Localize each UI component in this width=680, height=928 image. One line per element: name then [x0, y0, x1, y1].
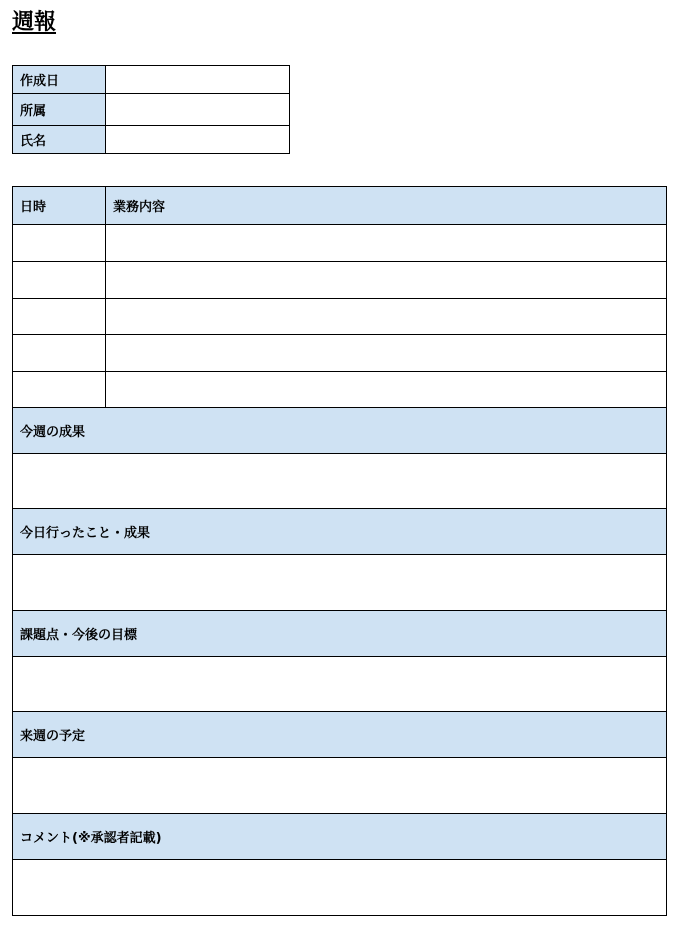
datetime-header: 日時 — [13, 187, 106, 225]
section-header-row — [13, 712, 667, 758]
section-content-row — [13, 860, 667, 916]
task-content-cell[interactable] — [106, 372, 667, 408]
schedule-row — [13, 225, 667, 262]
task-content-header: 業務内容 — [106, 187, 667, 225]
section-content-row — [13, 657, 667, 712]
comment-field[interactable] — [13, 860, 667, 916]
section-header-row — [13, 408, 667, 454]
next-week-plan-field[interactable] — [13, 758, 667, 814]
info-row-name — [13, 126, 290, 154]
report-table — [12, 186, 667, 916]
task-content-cell[interactable] — [106, 335, 667, 372]
section-header-row — [13, 814, 667, 860]
task-content-cell[interactable] — [106, 225, 667, 262]
comment-header: コメント(※承認者記載) — [13, 814, 667, 860]
schedule-row — [13, 335, 667, 372]
task-content-cell[interactable] — [106, 262, 667, 299]
datetime-cell[interactable] — [13, 262, 106, 299]
section-header-row — [13, 509, 667, 555]
page-title: 週報 — [12, 10, 57, 35]
schedule-row — [13, 262, 667, 299]
section-header-row — [13, 611, 667, 657]
created-date-label: 作成日 — [13, 66, 106, 94]
issues-goals-header: 課題点・今後の目標 — [13, 611, 667, 657]
department-field[interactable] — [106, 94, 290, 126]
created-date-field[interactable] — [106, 66, 290, 94]
datetime-cell[interactable] — [13, 372, 106, 408]
section-content-row — [13, 758, 667, 814]
next-week-plan-header: 来週の予定 — [13, 712, 667, 758]
schedule-row — [13, 372, 667, 408]
weekly-results-header: 今週の成果 — [13, 408, 667, 454]
section-content-row — [13, 555, 667, 611]
datetime-cell[interactable] — [13, 335, 106, 372]
today-results-header: 今日行ったこと・成果 — [13, 509, 667, 555]
name-label: 氏名 — [13, 126, 106, 154]
schedule-row — [13, 299, 667, 335]
weekly-results-field[interactable] — [13, 454, 667, 509]
today-results-field[interactable] — [13, 555, 667, 611]
info-row-date — [13, 66, 290, 94]
section-content-row — [13, 454, 667, 509]
task-content-cell[interactable] — [106, 299, 667, 335]
datetime-cell[interactable] — [13, 299, 106, 335]
schedule-header-row — [13, 187, 667, 225]
name-field[interactable] — [106, 126, 290, 154]
datetime-cell[interactable] — [13, 225, 106, 262]
info-table — [12, 65, 290, 154]
department-label: 所属 — [13, 94, 106, 126]
issues-goals-field[interactable] — [13, 657, 667, 712]
info-row-department — [13, 94, 290, 126]
